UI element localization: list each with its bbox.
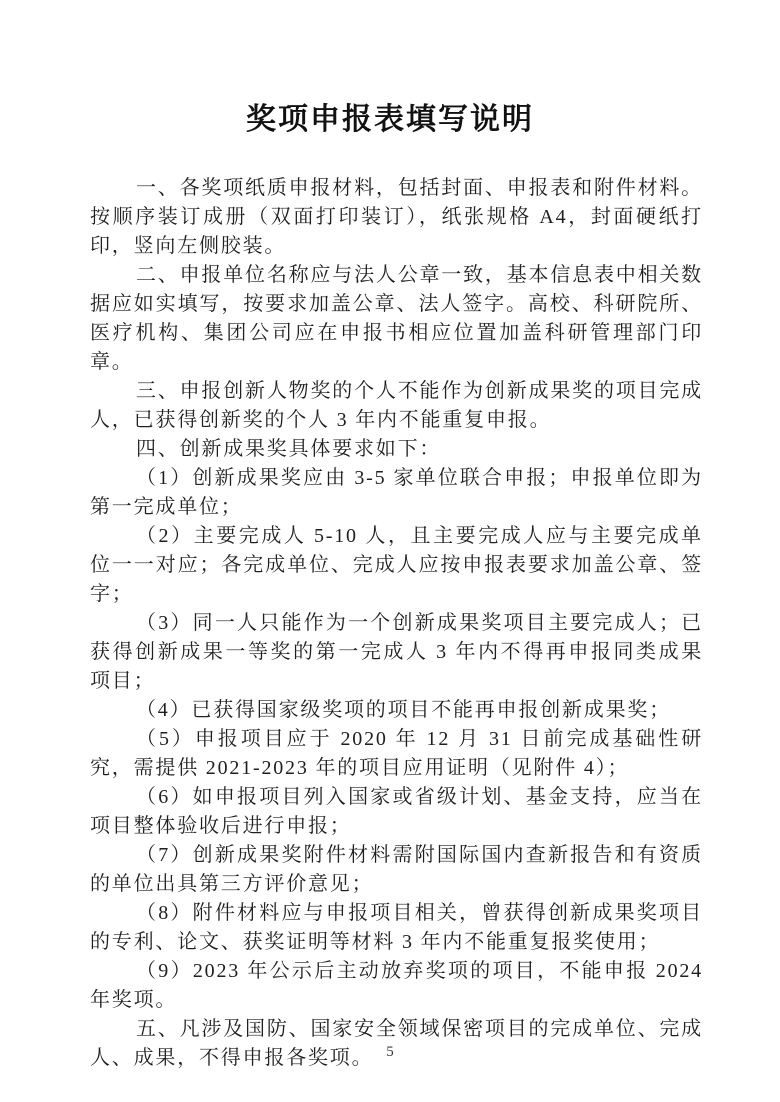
paragraph-item-7: （7）创新成果奖附件材料需附国际国内查新报告和有资质的单位出具第三方评价意见； xyxy=(90,844,703,895)
paragraph-4: 四、创新成果奖具体要求如下： xyxy=(136,438,442,460)
paragraph-item-6: （6）如申报项目列入国家或省级计划、基金支持，应当在项目整体验收后进行申报； xyxy=(90,786,703,837)
paragraph-3: 三、申报创新人物奖的个人不能作为创新成果奖的项目完成人，已获得创新奖的个人 3 年内不能重复申报。 xyxy=(90,380,703,431)
paragraph-item-5: （5）申报项目应于 2020 年 12 月 31 日前完成基础性研究，需提供 2021-2023 年的项目应用证明（见附件 4）； xyxy=(90,728,703,779)
paragraph-item-9: （9）2023 年公示后主动放弃奖项的项目，不能申报 2024 年奖项。 xyxy=(90,960,703,1011)
paragraph-item-1: （1）创新成果奖应由 3-5 家单位联合申报；申报单位即为第一完成单位； xyxy=(90,467,703,518)
paragraph-5: 五、凡涉及国防、国家安全领域保密项目的完成单位、完成人、成果，不得申报各奖项。 xyxy=(90,1018,703,1069)
document-title: 奖项申报表填写说明 xyxy=(246,103,534,136)
paragraph-item-2: （2）主要完成人 5-10 人，且主要完成人应与主要完成单位一一对应；各完成单位、完成人应按申报表要求加盖公章、签字； xyxy=(90,525,703,605)
document-body xyxy=(90,174,703,1073)
page-number: 5 xyxy=(386,1044,394,1060)
paragraph-item-8: （8）附件材料应与申报项目相关，曾获得创新成果奖项目的专利、论文、获奖证明等材料 3 年内不能重复报奖使用； xyxy=(90,902,703,953)
paragraph-item-4: （4）已获得国家级奖项的项目不能再申报创新成果奖； xyxy=(136,699,671,721)
paragraph-2: 二、申报单位名称应与法人公章一致，基本信息表中相关数据应如实填写，按要求加盖公章、法人签字。高校、科研院所、医疗机构、集团公司应在申报书相应位置加盖科研管理部门印章。 xyxy=(90,264,703,373)
paragraph-item-3: （3）同一人只能作为一个创新成果奖项目主要完成人；已获得创新成果一等奖的第一完成人 3 年内不得再申报同类成果项目； xyxy=(90,612,703,692)
paragraph-1: 一、各奖项纸质申报材料，包括封面、申报表和附件材料。按顺序装订成册（双面打印装订），纸张规格 A4，封面硬纸打印，竖向左侧胶装。 xyxy=(90,177,703,257)
